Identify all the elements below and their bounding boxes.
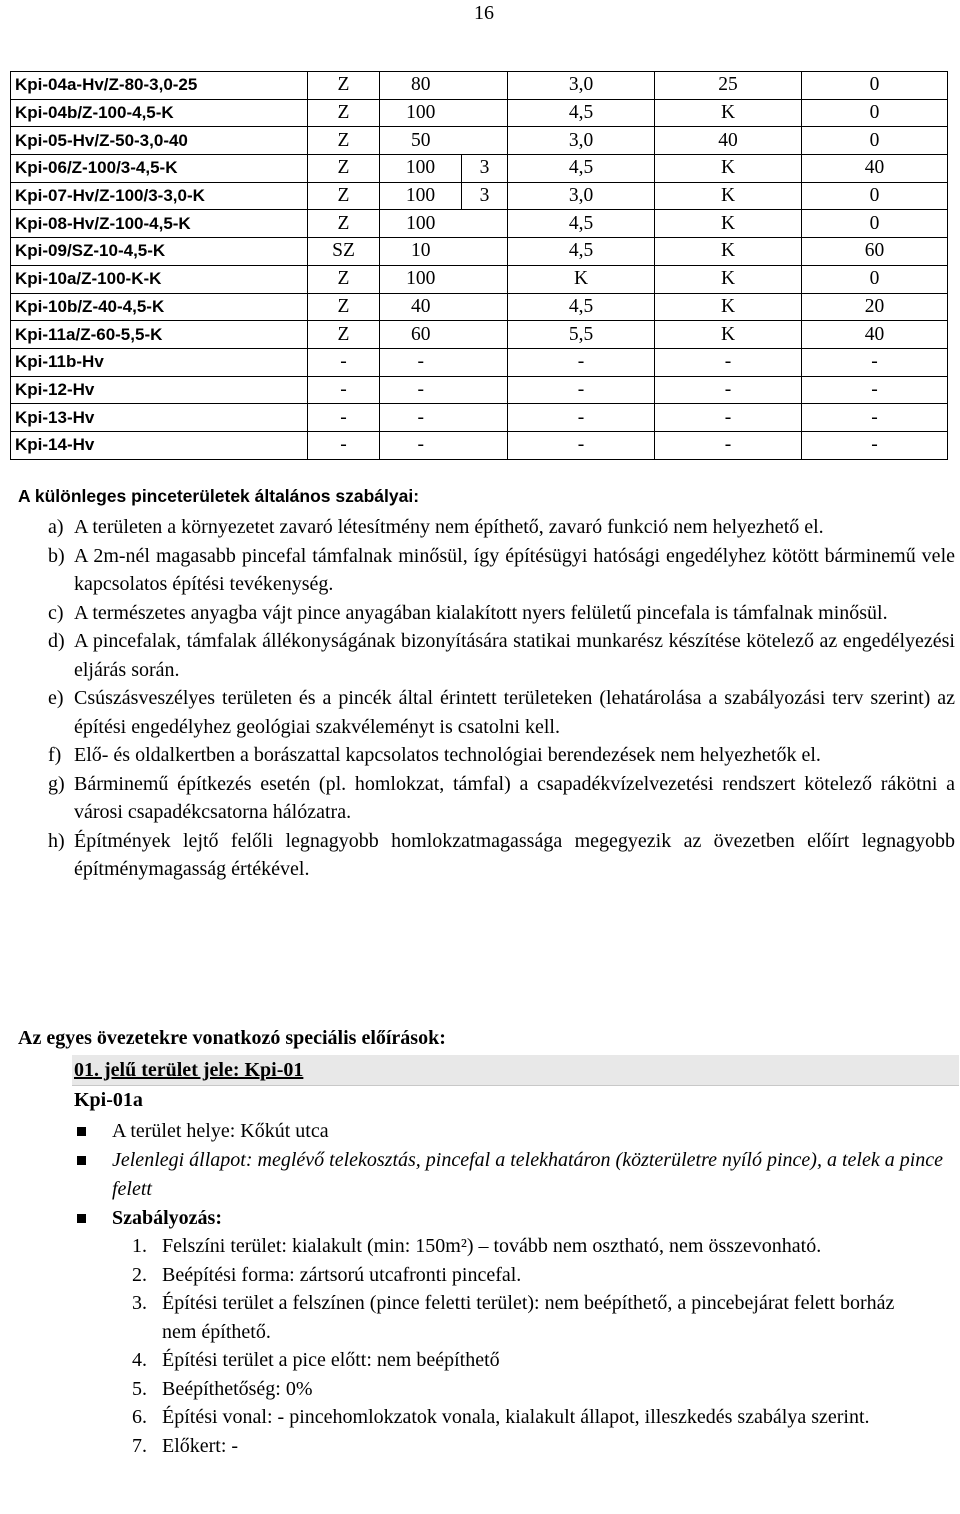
table-cell-type: Z	[308, 127, 380, 155]
table-row	[11, 321, 948, 349]
table-cell-b	[462, 238, 508, 266]
table-cell-d: 25	[655, 72, 802, 100]
table-cell-d: K	[655, 155, 802, 183]
location-text: A terület helye: Kőkút utca	[112, 1120, 329, 1142]
regulation-list	[130, 1232, 930, 1460]
table-cell-a: 100	[380, 210, 462, 238]
bullet-list	[74, 1117, 954, 1233]
special-rules-heading: Az egyes övezetekre vonatkozó speciális előírások:	[18, 1027, 446, 1049]
list-item	[130, 1289, 930, 1346]
item-text: Építési vonal: - pincehomlokzatok vonala, kialakult állapot, illeszkedés szabálya szerint.	[162, 1406, 870, 1428]
table-cell-e: -	[802, 404, 948, 432]
general-rules-heading: A különleges pinceterületek általános szabályai:	[18, 486, 420, 506]
table-cell-a: -	[380, 404, 462, 432]
rule-text: Csúszásveszélyes területen és a pincék által érintett területeken (lehatárolása a szabályozási terv szerint) az építési engedélyhez geológiai szakvéleményt is csatolni kell.	[74, 687, 955, 738]
table-cell-name: Kpi-10b/Z-40-4,5-K	[11, 293, 308, 321]
table-cell-a: 60	[380, 321, 462, 349]
table-row	[11, 376, 948, 404]
table-cell-c: -	[508, 376, 655, 404]
general-rules-list	[18, 513, 955, 884]
table-cell-a: 100	[380, 182, 462, 210]
list-item	[130, 1261, 930, 1290]
table-cell-d: -	[655, 376, 802, 404]
table-cell-name: Kpi-11b-Hv	[11, 348, 308, 376]
table-cell-b	[462, 376, 508, 404]
table-cell-type: -	[308, 404, 380, 432]
table-cell-type: Z	[308, 293, 380, 321]
list-item	[74, 1204, 954, 1233]
list-item	[130, 1432, 930, 1461]
table-cell-d: K	[655, 210, 802, 238]
table-row	[11, 238, 948, 266]
rule-text: A területen a környezetet zavaró létesítmény nem építhető, zavaró funkció nem helyezhető el.	[74, 516, 824, 538]
table-cell-e: -	[802, 376, 948, 404]
item-text: Beépíthetőség: 0%	[162, 1377, 313, 1400]
item-number: 7.	[132, 1434, 147, 1457]
table-row	[11, 127, 948, 155]
table-cell-b	[462, 404, 508, 432]
table-cell-b: 3	[462, 155, 508, 183]
list-item	[18, 627, 955, 684]
table-cell-b	[462, 431, 508, 459]
table-cell-name: Kpi-05-Hv/Z-50-3,0-40	[11, 127, 308, 155]
table-cell-b	[462, 72, 508, 100]
table-cell-e: -	[802, 431, 948, 459]
square-bullet-icon	[77, 1127, 86, 1136]
rule-letter: h)	[48, 829, 65, 852]
table-row	[11, 99, 948, 127]
item-text: Építési terület a felszínen (pince feletti terület): nem beépíthető, a pincebejárat felett borház nem építhető.	[162, 1292, 895, 1343]
list-item	[18, 513, 955, 542]
table-cell-a: 100	[380, 265, 462, 293]
table-cell-d: K	[655, 293, 802, 321]
table-row	[11, 182, 948, 210]
section-title: 01. jelű terület jele: Kpi-01	[74, 1059, 304, 1081]
regulation-label: Szabályozás:	[112, 1207, 222, 1229]
table-cell-type: SZ	[308, 238, 380, 266]
list-item	[18, 770, 955, 827]
list-item	[130, 1232, 930, 1261]
table-cell-type: Z	[308, 99, 380, 127]
table-cell-name: Kpi-09/SZ-10-4,5-K	[11, 238, 308, 266]
table-row	[11, 265, 948, 293]
table-cell-e: 0	[802, 210, 948, 238]
table-row	[11, 348, 948, 376]
item-text: Beépítési forma: zártsorú utcafronti pincefal.	[162, 1263, 522, 1286]
table-cell-c: K	[508, 265, 655, 293]
table-cell-d: K	[655, 265, 802, 293]
item-text: Építési terület a pice előtt: nem beépíthető	[162, 1349, 500, 1371]
table-cell-name: Kpi-04b/Z-100-4,5-K	[11, 99, 308, 127]
table-row	[11, 210, 948, 238]
table-cell-b	[462, 99, 508, 127]
table-cell-b: 3	[462, 182, 508, 210]
section-title-bar	[72, 1055, 959, 1086]
table-cell-name: Kpi-06/Z-100/3-4,5-K	[11, 155, 308, 183]
list-item	[130, 1403, 930, 1432]
table-cell-d: -	[655, 431, 802, 459]
item-number: 5.	[132, 1377, 147, 1400]
rule-text: A pincefalak, támfalak állékonyságának bizonyítására statikai munkarész készítése kötelező az engedélyezési eljárás során.	[74, 630, 955, 681]
item-number: 1.	[132, 1235, 147, 1257]
list-item	[18, 827, 955, 884]
table-cell-type: -	[308, 376, 380, 404]
table-cell-b	[462, 293, 508, 321]
table-cell-c: 3,0	[508, 182, 655, 210]
list-item	[18, 599, 955, 628]
state-text: Jelenlegi állapot: meglévő telekosztás, pincefal a telekhatáron (közterületre nyíló pince), a telek a pince felett	[112, 1149, 944, 1200]
rule-letter: f)	[48, 744, 62, 766]
table-cell-name: Kpi-08-Hv/Z-100-4,5-K	[11, 210, 308, 238]
list-item	[74, 1146, 954, 1204]
table-cell-e: 0	[802, 72, 948, 100]
table-cell-a: 50	[380, 127, 462, 155]
rule-letter: e)	[48, 687, 64, 709]
table-cell-c: 4,5	[508, 293, 655, 321]
table-cell-type: Z	[308, 210, 380, 238]
table-cell-c: 5,5	[508, 321, 655, 349]
table-cell-name: Kpi-04a-Hv/Z-80-3,0-25	[11, 72, 308, 100]
square-bullet-icon	[77, 1156, 86, 1165]
table-cell-a: 80	[380, 72, 462, 100]
list-item	[130, 1375, 930, 1404]
table-cell-b	[462, 321, 508, 349]
table-cell-a: 40	[380, 293, 462, 321]
table-cell-type: Z	[308, 182, 380, 210]
table-cell-c: 3,0	[508, 127, 655, 155]
table-cell-d: -	[655, 404, 802, 432]
table-cell-c: 4,5	[508, 99, 655, 127]
item-number: 4.	[132, 1349, 147, 1371]
list-item	[130, 1346, 930, 1375]
table-cell-a: 100	[380, 155, 462, 183]
table-cell-b	[462, 265, 508, 293]
table-cell-c: -	[508, 348, 655, 376]
table-cell-c: 3,0	[508, 72, 655, 100]
table-cell-e: 40	[802, 321, 948, 349]
table-row	[11, 72, 948, 100]
table-cell-type: Z	[308, 72, 380, 100]
table-cell-b	[462, 127, 508, 155]
table-cell-name: Kpi-11a/Z-60-5,5-K	[11, 321, 308, 349]
table-cell-d: K	[655, 182, 802, 210]
table-cell-type: Z	[308, 321, 380, 349]
table-cell-type: -	[308, 348, 380, 376]
rule-letter: a)	[48, 516, 64, 538]
page-number: 16	[474, 2, 494, 24]
table-row	[11, 404, 948, 432]
table-cell-name: Kpi-13-Hv	[11, 404, 308, 432]
square-bullet-icon	[77, 1214, 86, 1223]
table-cell-type: Z	[308, 155, 380, 183]
rule-text: A 2m-nél magasabb pincefal támfalnak minősül, így építésügyi hatósági engedélyhez kötött bárminemű vele kapcsolatos építési tevékenység.	[74, 544, 955, 595]
table-cell-d: K	[655, 321, 802, 349]
table-cell-e: 0	[802, 99, 948, 127]
table-cell-e: 0	[802, 265, 948, 293]
item-number: 2.	[132, 1263, 147, 1286]
table-cell-name: Kpi-14-Hv	[11, 431, 308, 459]
table-cell-e: 20	[802, 293, 948, 321]
table-cell-e: 40	[802, 155, 948, 183]
table-cell-c: 4,5	[508, 210, 655, 238]
table-cell-a: -	[380, 376, 462, 404]
table-cell-type: Z	[308, 265, 380, 293]
table-cell-e: 0	[802, 182, 948, 210]
rule-letter: c)	[48, 601, 64, 624]
table-cell-e: -	[802, 348, 948, 376]
table-cell-name: Kpi-10a/Z-100-K-K	[11, 265, 308, 293]
table-cell-c: 4,5	[508, 155, 655, 183]
list-item	[18, 684, 955, 741]
rule-letter: d)	[48, 630, 65, 652]
table-cell-d: K	[655, 99, 802, 127]
table-cell-a: 100	[380, 99, 462, 127]
zone-table	[10, 71, 948, 460]
rule-letter: b)	[48, 544, 65, 567]
item-text: Felszíni terület: kialakult (min: 150m²) – tovább nem osztható, nem összevonható.	[162, 1235, 822, 1257]
table-cell-d: K	[655, 238, 802, 266]
list-item	[18, 542, 955, 599]
rule-letter: g)	[48, 772, 65, 795]
table-cell-e: 0	[802, 127, 948, 155]
table-cell-e: 60	[802, 238, 948, 266]
table-cell-b	[462, 210, 508, 238]
general-rules	[18, 484, 955, 884]
list-item	[18, 741, 955, 770]
item-number: 3.	[132, 1292, 147, 1314]
table-cell-c: -	[508, 431, 655, 459]
table-row	[11, 431, 948, 459]
subsection-title: Kpi-01a	[74, 1089, 143, 1111]
table-cell-a: -	[380, 348, 462, 376]
table-cell-a: -	[380, 431, 462, 459]
table-row	[11, 155, 948, 183]
table-cell-name: Kpi-12-Hv	[11, 376, 308, 404]
rule-text: A természetes anyagba vájt pince anyagában kialakított nyers felületű pincefala is támfalnak minősül.	[74, 601, 888, 624]
table-row	[11, 293, 948, 321]
item-text: Előkert: -	[162, 1434, 239, 1457]
rule-text: Bárminemű építkezés esetén (pl. homlokzat, támfal) a csapadékvízelvezetési rendszert kötelező rákötni a városi csapadékcsatorna hálózatra.	[74, 772, 955, 823]
list-item	[74, 1117, 954, 1146]
rule-text: Építmények lejtő felőli legnagyobb homlokzatmagassága megegyezik az övezetben előírt legnagyobb építménymagasság értékével.	[74, 829, 955, 880]
table-cell-type: -	[308, 431, 380, 459]
table-cell-name: Kpi-07-Hv/Z-100/3-3,0-K	[11, 182, 308, 210]
table-cell-b	[462, 348, 508, 376]
table-cell-d: 40	[655, 127, 802, 155]
item-number: 6.	[132, 1406, 147, 1428]
rule-text: Elő- és oldalkertben a borászattal kapcsolatos technológiai berendezések nem helyezhetők el.	[74, 744, 821, 766]
table-cell-c: -	[508, 404, 655, 432]
table-cell-c: 4,5	[508, 238, 655, 266]
table-cell-a: 10	[380, 238, 462, 266]
table-cell-d: -	[655, 348, 802, 376]
